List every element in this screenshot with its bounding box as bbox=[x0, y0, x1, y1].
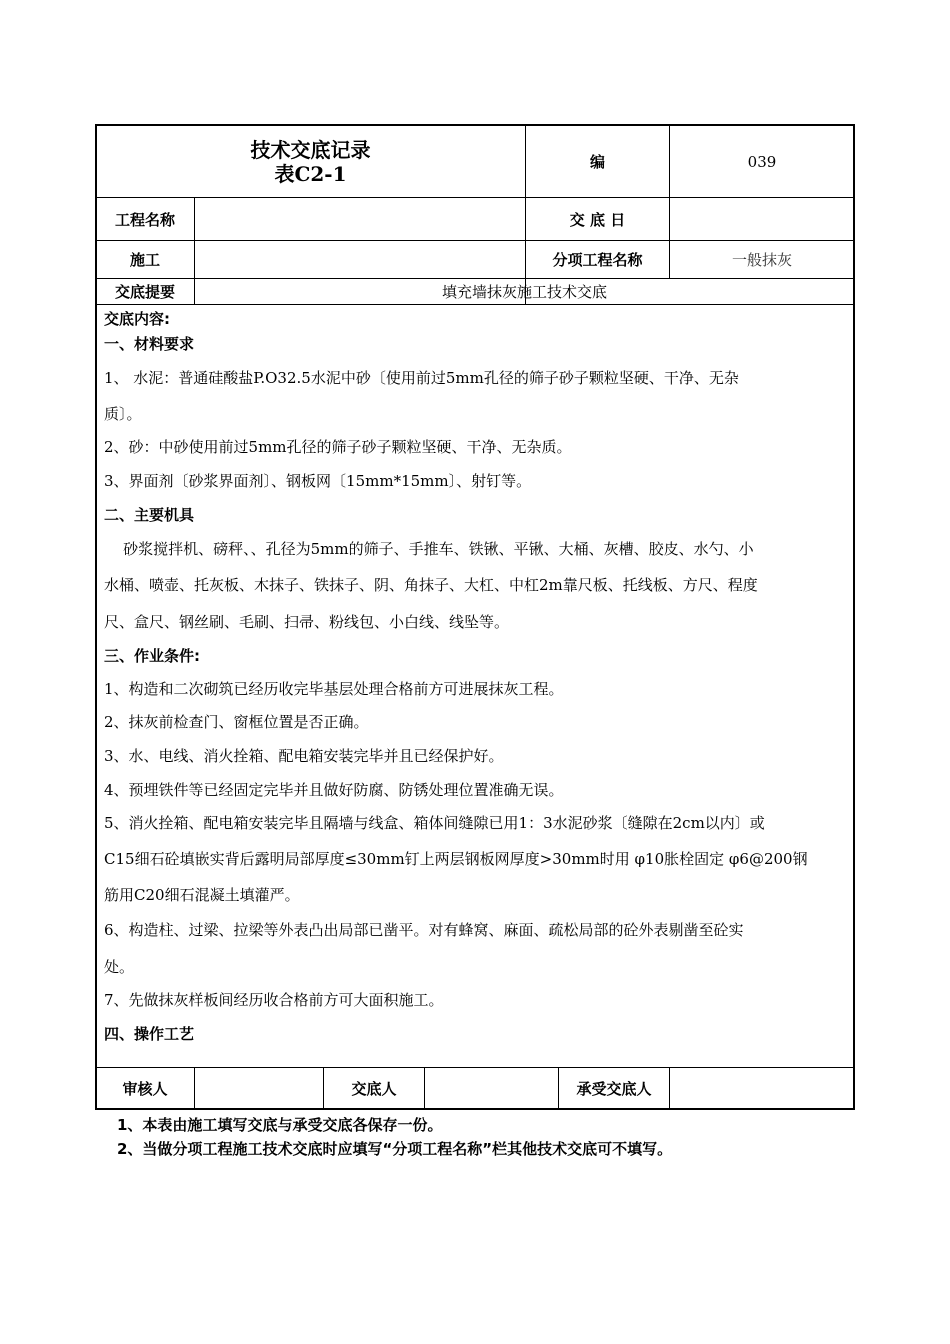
construction-label: 施工 bbox=[129, 251, 160, 269]
subproject-label: 分项工程名称 bbox=[552, 251, 643, 269]
title-form-code: 表C2-1 bbox=[274, 161, 347, 186]
content-line: 砂浆搅拌机、磅秤、、孔径为5mm的筛子、手推车、铁锹、平锹、大桶、灰槽、胶皮、水勺、小 bbox=[104, 540, 754, 558]
content-line: 质〕。 bbox=[104, 405, 142, 423]
content-line: 1、构造和二次砌筑已经历收完毕基层处理合格前方可进展抹灰工程。 bbox=[104, 680, 564, 698]
receiver-label: 承受交底人 bbox=[576, 1080, 652, 1098]
discloser-label: 交底人 bbox=[351, 1080, 397, 1098]
subproject-value[interactable]: 一般抹灰 bbox=[731, 251, 792, 269]
section-heading: 三、作业条件: bbox=[104, 647, 200, 665]
content-line: 4、预埋铁件等已经固定完毕并且做好防腐、防锈处理位置准确无误。 bbox=[104, 781, 564, 799]
receiver-field[interactable] bbox=[670, 1068, 854, 1109]
content-line: 尺、盒尺、钢丝刷、毛刷、扫帚、粉线包、小白线、线坠等。 bbox=[104, 613, 510, 631]
content-line: 2、抹灰前检查门、窗框位置是否正确。 bbox=[104, 713, 369, 731]
row-divider bbox=[96, 304, 854, 305]
date-field[interactable] bbox=[670, 198, 854, 240]
content-line: 7、先做抹灰样板间经历收合格前方可大面积施工。 bbox=[104, 991, 444, 1009]
content-line: 3、水、电线、消火拴箱、配电箱安装完毕并且已经保护好。 bbox=[104, 747, 504, 765]
number-label: 编 bbox=[589, 153, 605, 171]
discloser-field[interactable] bbox=[425, 1068, 558, 1109]
note-line: 1、本表由施工填写交底与承受交底各保存一份。 bbox=[117, 1116, 443, 1134]
summary-value[interactable]: 填充墙抹灰施工技术交底 bbox=[441, 283, 607, 301]
form-title bbox=[96, 126, 525, 197]
content-line: 筋用C20细石混凝土填灌严。 bbox=[104, 886, 300, 904]
note-line: 2、当做分项工程施工技术交底时应填写“分项工程名称”栏其他技术交底可不填写。 bbox=[117, 1140, 673, 1158]
number-value: 039 bbox=[747, 152, 777, 171]
content-heading: 交底内容: bbox=[104, 310, 170, 328]
content-line: 6、构造柱、过梁、拉梁等外表凸出局部已凿平。对有蜂窝、麻面、疏松局部的砼外表剔凿至砼实 bbox=[104, 921, 744, 939]
section-heading: 四、操作工艺 bbox=[104, 1025, 195, 1043]
content-line: 2、砂：中砂使用前过5mm孔径的筛子砂子颗粒坚硬、干净、无杂质。 bbox=[104, 438, 572, 456]
section-heading: 一、材料要求 bbox=[104, 335, 195, 353]
content-line: 处。 bbox=[104, 958, 135, 976]
summary-label: 交底提要 bbox=[114, 283, 175, 301]
form-notes bbox=[117, 1113, 672, 1161]
content-line: 5、消火拴箱、配电箱安装完毕且隔墙与线盒、箱体间缝隙已用1：3水泥砂浆〔缝隙在2cm以内〕或 bbox=[104, 814, 765, 832]
content-line: 水桶、喷壶、托灰板、木抹子、铁抹子、阴、角抹子、大杠、中杠2m靠尺板、托线板、方尺、程度 bbox=[104, 576, 758, 594]
project-name-field[interactable] bbox=[195, 198, 525, 240]
reviewer-label: 审核人 bbox=[122, 1080, 168, 1098]
section-heading: 二、主要机具 bbox=[104, 506, 195, 524]
content-line: 3、界面剂〔砂浆界面剂〕、钢板网〔15mm*15mm〕、射钉等。 bbox=[104, 472, 532, 490]
date-label: 交 底 日 bbox=[569, 210, 626, 229]
construction-field[interactable] bbox=[195, 241, 525, 278]
reviewer-field[interactable] bbox=[195, 1068, 323, 1109]
content-line: 1、 水泥：普通硅酸盐P.O32.5水泥中砂〔使用前过5mm孔径的筛子砂子颗粒坚硬、干净、无杂 bbox=[104, 369, 739, 387]
title-main: 技术交底记录 bbox=[250, 137, 371, 162]
content-line: C15细石砼填嵌实背后露明局部厚度≤30mm钉上两层钢板网厚度>30mm时用 φ10胀栓固定 φ6@200钢 bbox=[104, 850, 808, 868]
project-name-label: 工程名称 bbox=[114, 210, 175, 229]
